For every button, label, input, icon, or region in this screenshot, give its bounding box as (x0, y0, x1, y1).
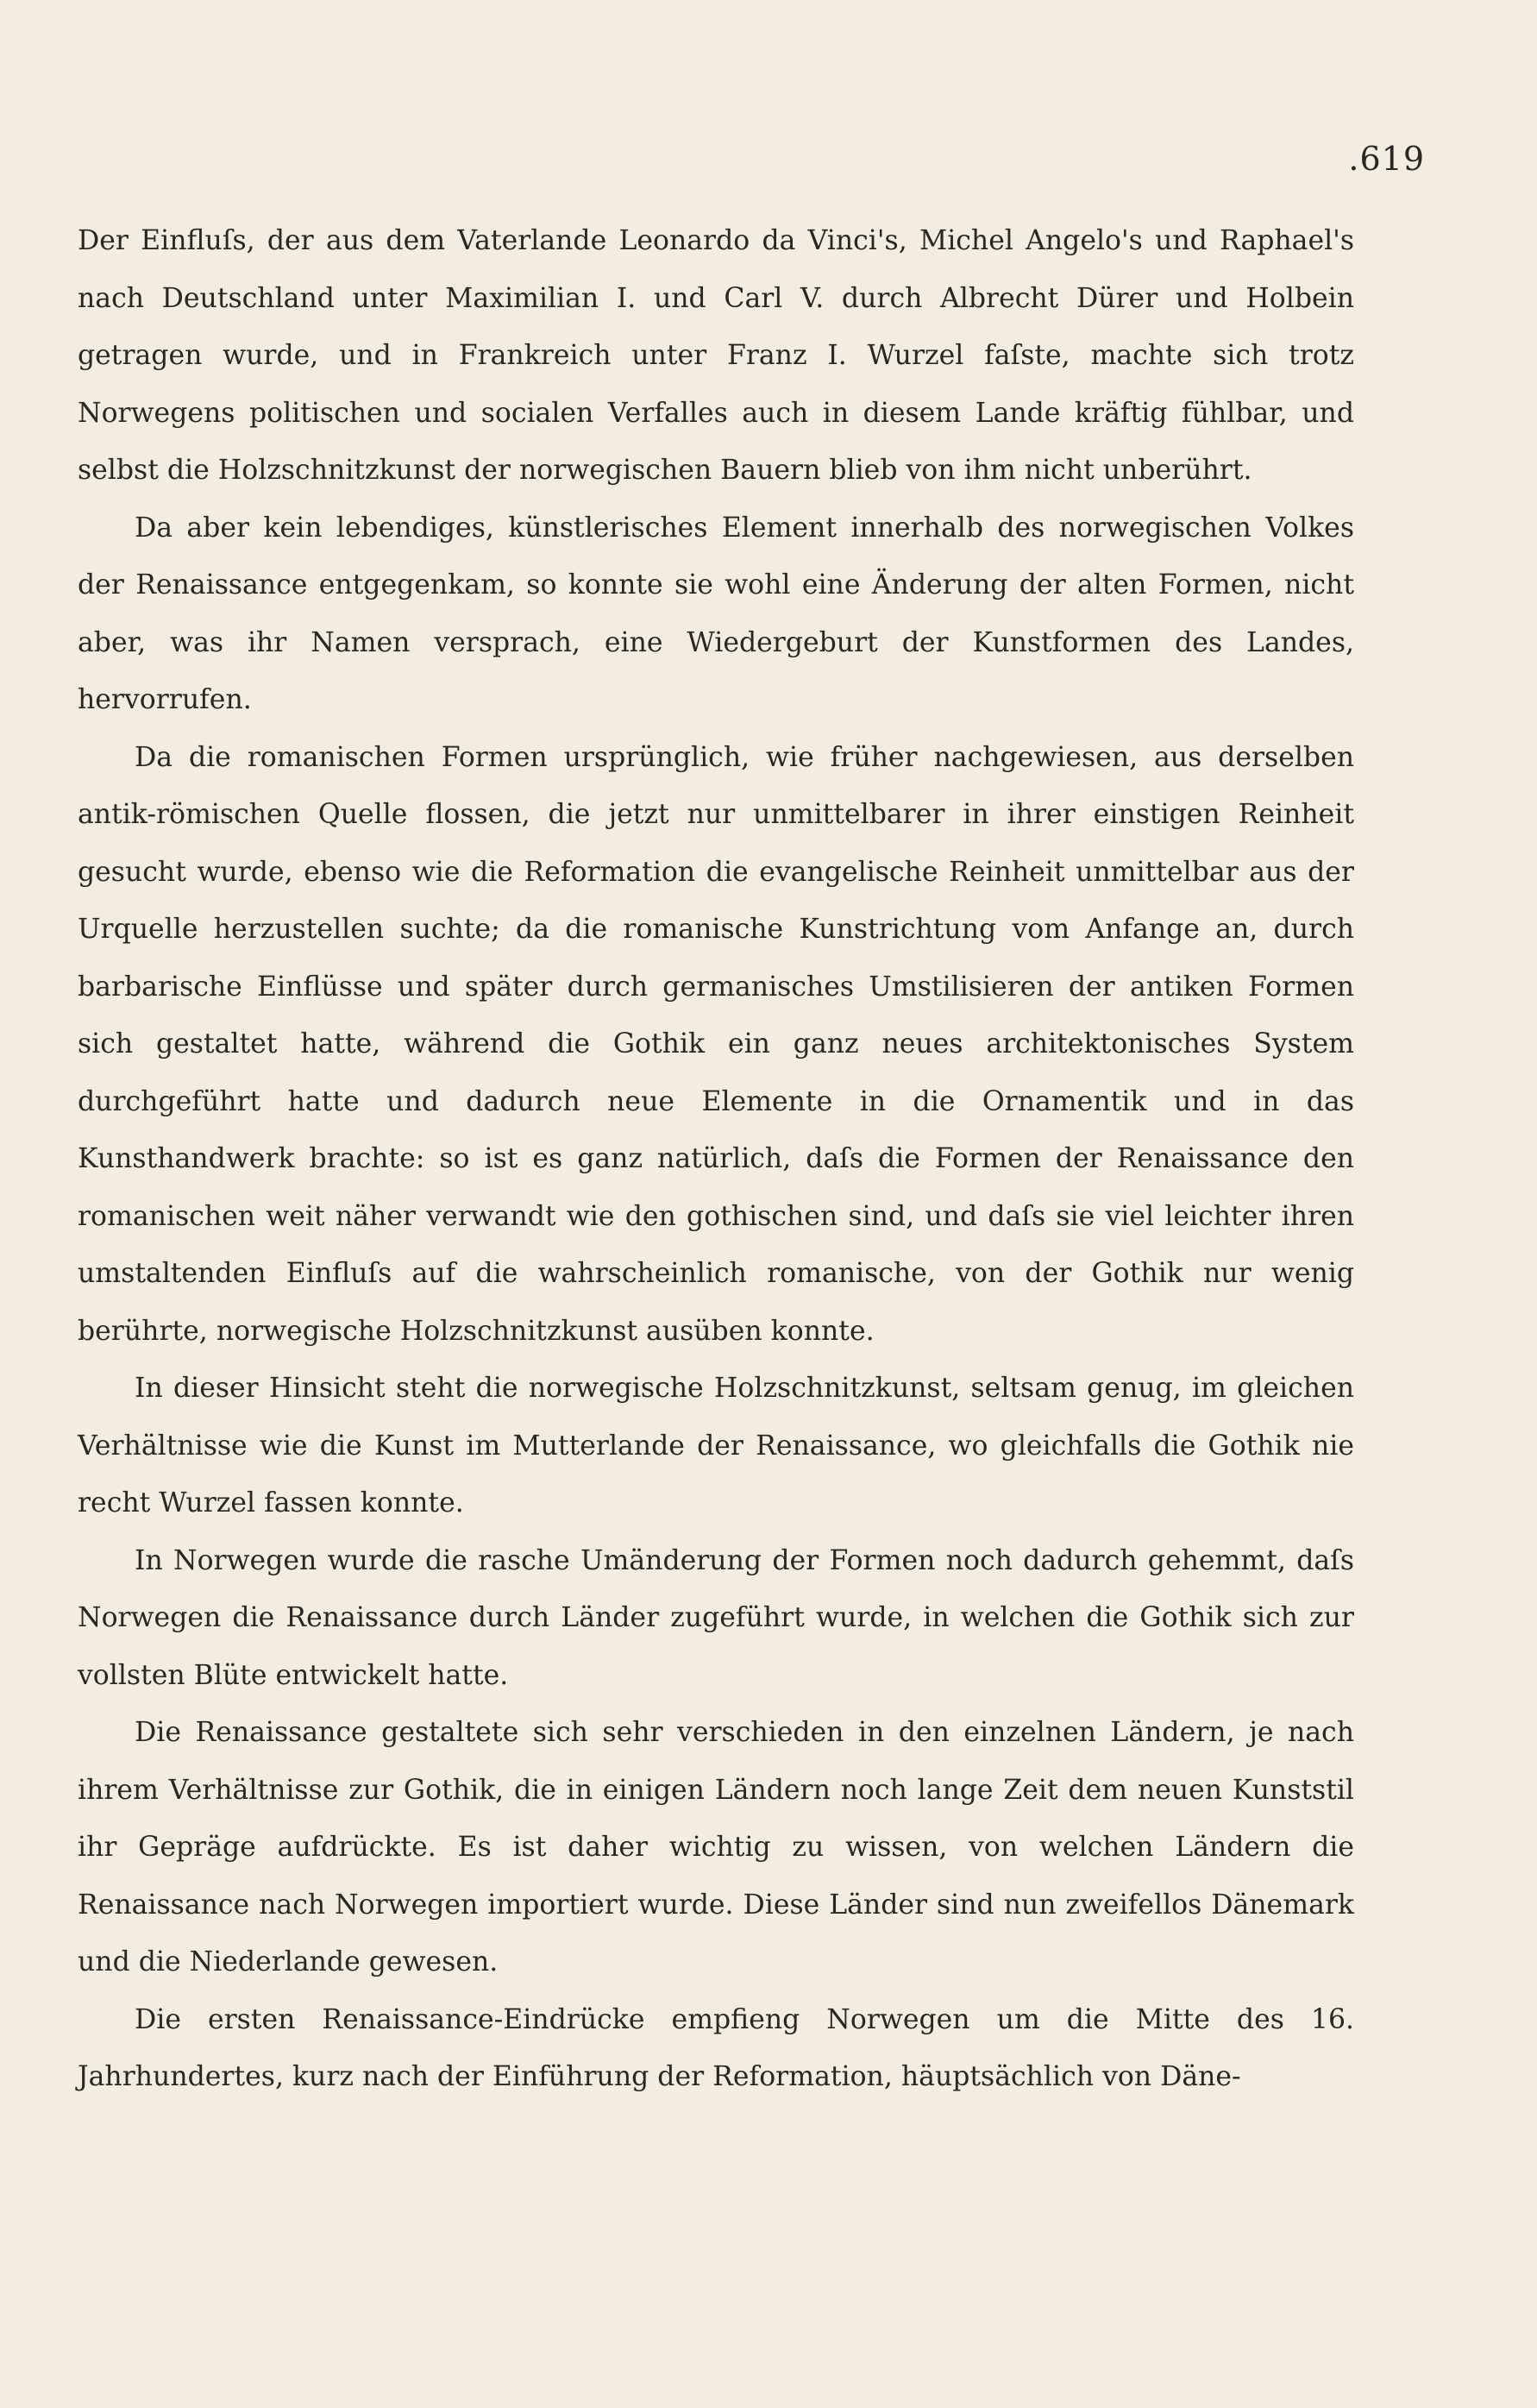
paragraph-4: In dieser Hinsicht steht die norwegische Holzschnitzkunst, seltsam genug, im gleichen Verhältnisse wie die Kunst im Mutterlande der Renaissance, wo gleichfalls die Gothik nie recht Wurzel fassen konnte. (78, 1373, 1354, 1518)
paragraph-5: In Norwegen wurde die rasche Umänderung der Formen noch dadurch gehemmt, daſs Norwegen die Renaissance durch Länder zugeführt wurde, in welchen die Gothik sich zur vollsten Blüte entwickelt hatte. (78, 1544, 1354, 1691)
paragraph-2: Da aber kein lebendiges, künstlerisches Element innerhalb des norwegischen Volkes der Renaissance entgegenkam, so konnte sie wohl eine Änderung der alten Formen, nicht aber, was ihr Namen versprach, eine Wiedergeburt der Kunstformen des Landes, hervorrufen. (78, 512, 1354, 715)
body-text (78, 212, 1354, 2106)
paragraph-3: Da die romanischen Formen ursprünglich, wie früher nachgewiesen, aus derselben antik-römischen Quelle flossen, die jetzt nur unmittelbarer in ihrer einstigen Reinheit gesucht wurde, ebenso wie die Reformation die evangelische Reinheit unmittelbar aus der Urquelle herzustellen suchte; da die romanische Kunstrichtung vom Anfange an, durch barbarische Einflüsse und später durch germanisches Umstilisieren der antiken Formen sich gestaltet hatte, während die Gothik ein ganz neues architektonisches System durchgeführt hatte und dadurch neue Elemente in die Ornamentik und in das Kunsthandwerk brachte: so ist es ganz natürlich, daſs die Formen der Renaissance den romanischen weit näher verwandt wie den gothischen sind, und daſs sie viel leichter ihren umstaltenden Einfluſs auf die wahrscheinlich romanische, von der Gothik nur wenig berührte, norwegische Holzschnitzkunst ausüben konnte. (78, 741, 1354, 1347)
page-number: .619 (1348, 140, 1425, 178)
paragraph-7: Die ersten Renaissance-Eindrücke empfieng Norwegen um die Mitte des 16. Jahrhundertes, kurz nach der Einführung der Reformation, häuptsächlich von Däne- (78, 2003, 1354, 2092)
paragraph-1: Der Einfluſs, der aus dem Vaterlande Leonardo da Vinci's, Michel Angelo's und Raphael's nach Deutschland unter Maximilian I. und Carl V. durch Albrecht Dürer und Holbein getragen wurde, und in Frankreich unter Franz I. Wurzel faſste, machte sich trotz Norwegens politischen und socialen Verfalles auch in diesem Lande kräftig fühlbar, und selbst die Holzschnitzkunst der norwegischen Bauern blieb von ihm nicht unberührt. (78, 225, 1354, 486)
paragraph-6: Die Renaissance gestaltete sich sehr verschieden in den einzelnen Ländern, je nach ihrem Verhältnisse zur Gothik, die in einigen Ländern noch lange Zeit dem neuen Kunststil ihr Gepräge aufdrückte. Es ist daher wichtig zu wissen, von welchen Ländern die Renaissance nach Norwegen importiert wurde. Diese Länder sind nun zweifellos Dänemark und die Niederlande gewesen. (78, 1717, 1354, 1977)
